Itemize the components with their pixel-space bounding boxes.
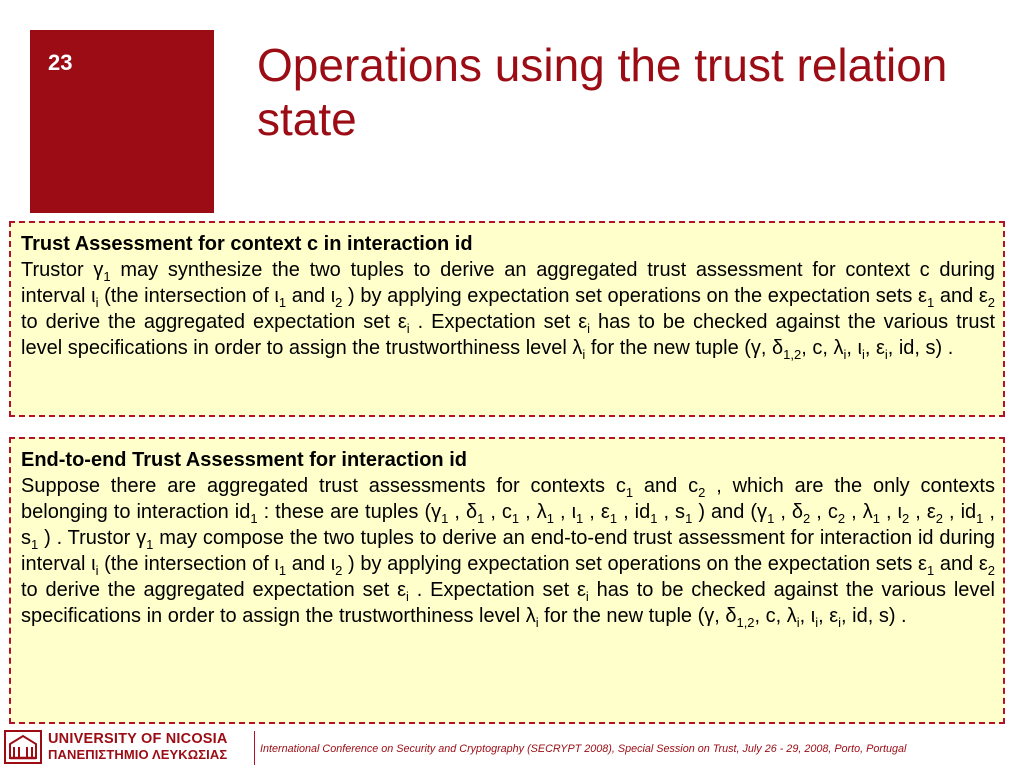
university-name-english: UNIVERSITY OF NICOSIA [48,731,228,747]
university-name [48,732,228,762]
end-to-end-assessment-body: Suppose there are aggregated trust assessments for contexts $c_1$ and $c_2$ , which are the only contexts belonging to interaction $id_1$ : these are tuples ($\gamma_1$ , $\delta_1$ , $c_1$ , $\lambda_1$ , $\iota_1$ , $\varepsilon_1$ , $id_1$ , $s_1$ ) and ($\gamma_1$ , $\delta_2$ , $c_2$ , $\lambda_1$ , $\iota_2$ , $\varepsilon_2$ , $id_1$ , $s_1$ ) . Trustor $\gamma_1$ may compose the two tuples to derive an end-to-end trust assessment for interaction id during interval $\iota_i$ (the intersection of $\iota_1$ and $\iota_2$ ) by applying expectation set operations on the expectation sets $\varepsilon_1$ and $\varepsilon_2$ to derive the aggregated expectation set $\varepsilon_i$ . Expectation set $\varepsilon_i$ has to be checked against the various level specifications in order to assign the trustworthiness level $\lambda_i$ for the new tuple (γ, $\delta_{1,2}$, c, $\lambda_i$, $\iota_i$, $\varepsilon_i$, id, s) . [21,475,995,630]
slide-number-panel [30,30,214,213]
university-emblem-icon [4,730,42,764]
end-to-end-assessment-box [9,437,1005,724]
trust-assessment-heading: Trust Assessment for context c in interaction id [21,233,473,255]
trust-assessment-body: Trustor $\gamma_1$ may synthesize the two tuples to derive an aggregated trust assessment for context c during interval $\iota_i$ (the intersection of $\iota_1$ and $\iota_2$ ) by applying expectation set operations on the expectation sets $\varepsilon_1$ and $\varepsilon_2$ to derive the aggregated expectation set $\varepsilon_i$ . Expectation set $\varepsilon_i$ has to be checked against the various trust level specifications in order to assign the trustworthiness level $\lambda_i$ for the new tuple (γ, $\delta_{1,2}$, c, $\lambda_i$, $\iota_i$, $\varepsilon_i$, id, s) . [21,259,996,362]
end-to-end-assessment-heading: End-to-end Trust Assessment for interaction id [21,449,467,471]
university-name-greek: ΠΑΝΕΠΙΣΤΗΜΙΟ ΛΕΥΚΩΣΙΑΣ [48,747,228,762]
slide-number: 23 [48,50,73,75]
slide-title: Operations using the trust relation state [257,39,948,145]
footer-divider [254,731,255,765]
university-logo [4,729,252,765]
conference-footer: International Conference on Security and Cryptography (SECRYPT 2008), Special Session on Trust, July 26 - 29, 2008, Porto, Portugal [260,743,907,755]
trust-assessment-box [9,221,1005,417]
